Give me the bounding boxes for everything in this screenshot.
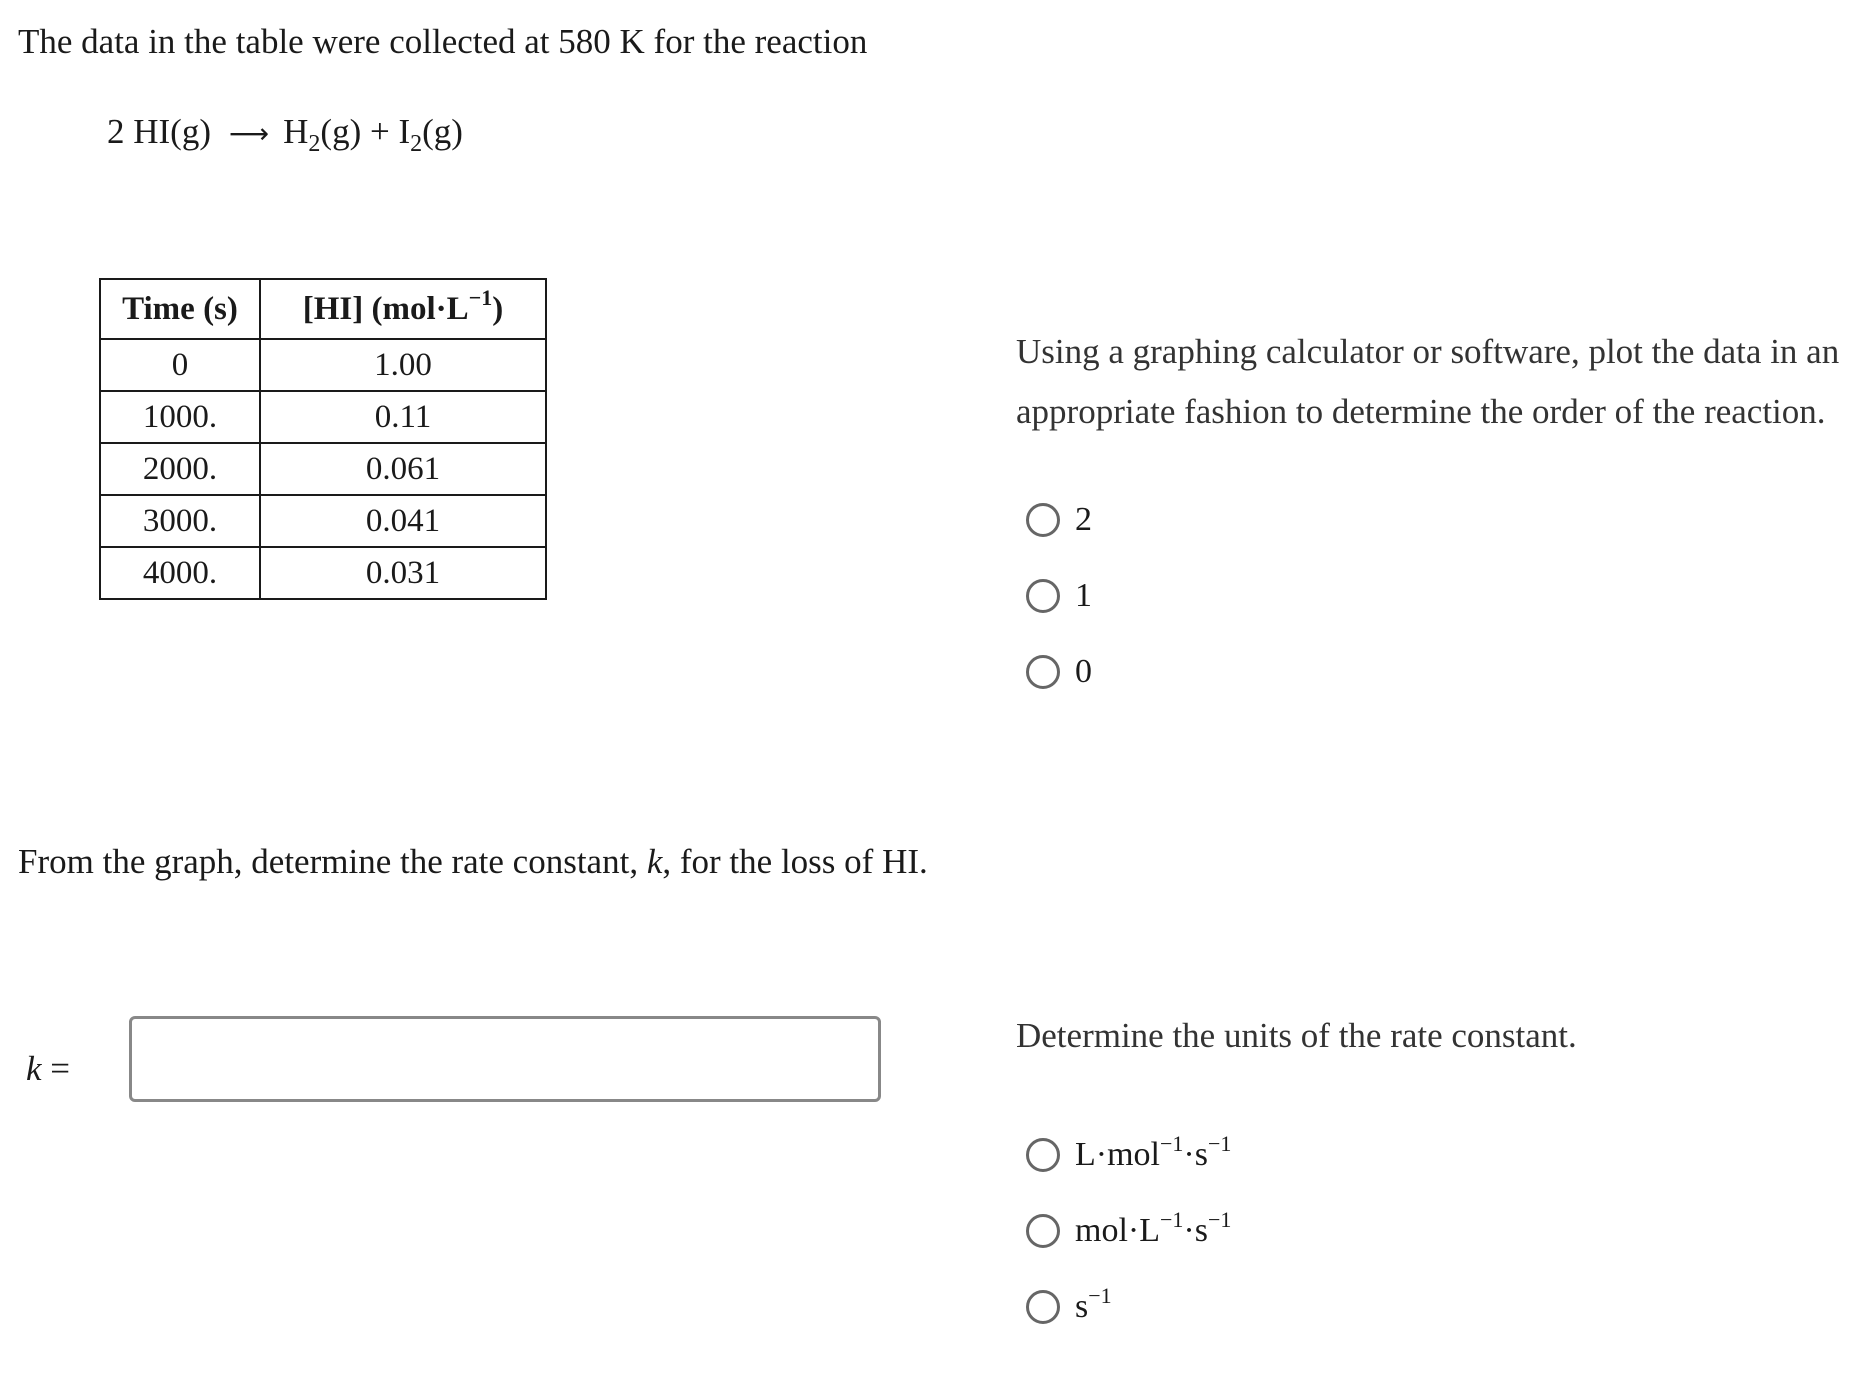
rate-constant-question [18,838,928,886]
table-row [100,495,546,547]
rate-question-before: From the graph, determine the rate constant, [18,842,647,881]
unit-part: ·s [1183,1212,1208,1249]
header-time: Time (s) [100,279,260,339]
units-option-label [1075,1207,1232,1251]
intro-text: The data in the table were collected at 580 K for the reaction [18,22,868,61]
unit-part: L·mol [1075,1136,1160,1173]
units-option-l-mol-s[interactable] [1026,1131,1232,1175]
equation-h-subscript: 2 [308,131,321,157]
header-concentration-text: [HI] (mol·L [302,290,469,327]
table-row [100,547,546,599]
time-cell: 3000. [100,495,260,547]
reaction-equation [107,108,463,158]
unit-part: mol·L [1075,1212,1160,1249]
radio-circle-icon[interactable] [1026,655,1060,689]
order-option-label: 2 [1075,501,1092,538]
unit-sup: −1 [1159,1207,1184,1232]
equation-product-i-state: (g) [422,112,463,151]
k-label-equals: = [41,1049,71,1088]
radio-circle-icon[interactable] [1026,1138,1060,1172]
radio-circle-icon[interactable] [1026,503,1060,537]
unit-sup: −1 [1159,1131,1184,1156]
equation-product-h-state: (g) + I [320,112,411,151]
table-row [100,443,546,495]
units-option-mol-l-s[interactable] [1026,1207,1232,1251]
reaction-arrow-icon: ⟶ [229,117,270,150]
conc-cell: 0.041 [260,495,546,547]
conc-cell: 0.031 [260,547,546,599]
unit-part: ·s [1183,1136,1208,1173]
units-option-s[interactable] [1026,1283,1112,1327]
conc-cell: 0.061 [260,443,546,495]
unit-part: s [1075,1288,1089,1325]
unit-sup: −1 [1088,1283,1112,1308]
units-option-label [1075,1283,1112,1327]
units-option-label [1075,1131,1232,1175]
radio-circle-icon[interactable] [1026,579,1060,613]
header-concentration-close: ) [492,290,504,327]
unit-sup: −1 [1207,1207,1232,1232]
table-row [100,391,546,443]
equation-i-subscript: 2 [410,131,423,157]
k-label-symbol: k [26,1049,42,1088]
order-option-2[interactable] [1026,500,1092,540]
order-option-label: 1 [1075,577,1092,614]
order-question-text: Using a graphing calculator or software, plot the data in an appropriate fashion to determine the order of the reaction. [1016,332,1840,431]
radio-circle-icon[interactable] [1026,1214,1060,1248]
rate-question-k: k [646,842,663,881]
order-option-1[interactable] [1026,576,1092,616]
data-table [99,278,547,600]
conc-cell: 1.00 [260,339,546,391]
unit-sup: −1 [1207,1131,1232,1156]
rate-question-after: , for the loss of HI. [662,842,928,881]
time-cell: 0 [100,339,260,391]
equation-reactant: 2 HI(g) [107,112,211,151]
time-cell: 2000. [100,443,260,495]
header-concentration [260,279,546,339]
order-option-0[interactable] [1026,652,1092,692]
radio-circle-icon[interactable] [1026,1290,1060,1324]
table-row [100,339,546,391]
header-concentration-sup: −1 [468,284,493,310]
units-question-text: Determine the units of the rate constant. [1016,1016,1577,1055]
table-header-row [100,279,546,339]
k-value-input[interactable] [129,1016,881,1102]
k-label [26,1045,70,1093]
conc-cell: 0.11 [260,391,546,443]
order-option-label: 0 [1075,653,1092,690]
time-cell: 1000. [100,391,260,443]
equation-product-h: H [283,112,309,151]
time-cell: 4000. [100,547,260,599]
